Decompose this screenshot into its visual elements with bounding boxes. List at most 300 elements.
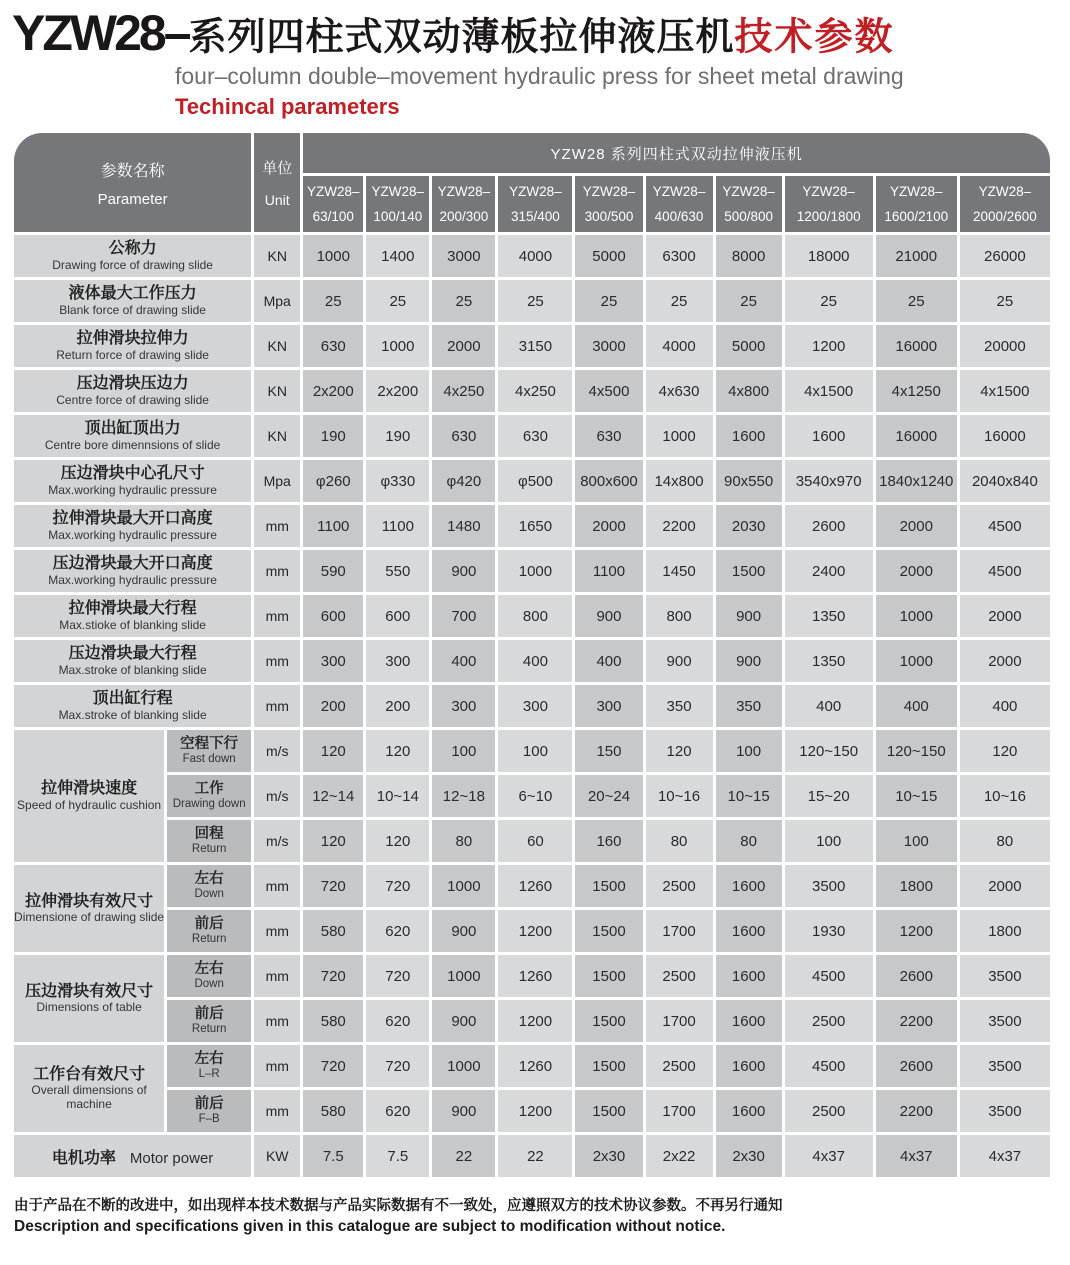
model-line2: 1200/1800 — [796, 209, 861, 225]
unit-cell: mm — [254, 1000, 300, 1042]
cell-value: 1100 — [366, 505, 429, 547]
parameter-header-zh: 参数名称 — [100, 162, 165, 180]
sub-label — [167, 775, 251, 817]
cell-value: 1930 — [785, 910, 873, 952]
model-header — [575, 176, 642, 232]
cell-value: 800 — [646, 595, 713, 637]
cell-value: 10~15 — [876, 775, 957, 817]
cell-value: 15~20 — [785, 775, 873, 817]
model-line2: 63/100 — [312, 209, 354, 225]
cell-value: 25 — [960, 280, 1050, 322]
cell-value: 1600 — [716, 1090, 782, 1132]
cell-value: 1000 — [876, 640, 957, 682]
unit-cell: mm — [254, 640, 300, 682]
cell-value: 2000 — [960, 595, 1050, 637]
group-en: Dimensions of table — [36, 1000, 142, 1015]
unit-cell: KN — [254, 325, 300, 367]
cell-value: 4x1250 — [876, 370, 957, 412]
cell-value: 720 — [303, 1045, 363, 1087]
cell-value: 120 — [303, 820, 363, 862]
model-line2: 1600/2100 — [884, 209, 949, 225]
cell-value: 1600 — [716, 415, 782, 457]
parameter-header-en: Parameter — [97, 190, 168, 208]
cell-value: 400 — [785, 685, 873, 727]
cell-value: 900 — [646, 640, 713, 682]
cell-value: 1480 — [432, 505, 495, 547]
cell-value: 1000 — [646, 415, 713, 457]
cell-value: 3500 — [960, 1000, 1050, 1042]
motor-zh: 电机功率 — [51, 1149, 116, 1167]
param-zh: 公称力 — [108, 240, 157, 258]
cell-value: 100 — [498, 730, 572, 772]
cell-value: 600 — [366, 595, 429, 637]
unit-cell: m/s — [254, 775, 300, 817]
cell-value: 90x550 — [716, 460, 782, 502]
cell-value: 4x800 — [716, 370, 782, 412]
model-line2: 315/400 — [511, 209, 560, 225]
table-row — [14, 280, 1050, 322]
cell-value: 1000 — [498, 550, 572, 592]
cell-value: 16000 — [876, 415, 957, 457]
cell-value: 1600 — [785, 415, 873, 457]
sub-label — [167, 865, 251, 907]
cell-value: 300 — [575, 685, 642, 727]
cell-value: 120 — [303, 730, 363, 772]
cell-value: 100 — [432, 730, 495, 772]
cell-value: 120 — [960, 730, 1050, 772]
sub-zh: 前后 — [194, 1096, 224, 1113]
cell-value: 700 — [432, 595, 495, 637]
cell-value: 1260 — [498, 955, 572, 997]
cell-value: 1800 — [876, 865, 957, 907]
cell-value: 4x250 — [498, 370, 572, 412]
cell-value: 2x200 — [303, 370, 363, 412]
cell-value: 3540x970 — [785, 460, 873, 502]
sub-en: Drawing down — [172, 797, 246, 810]
cell-value: 1000 — [876, 595, 957, 637]
table-row — [14, 370, 1050, 412]
cell-value: 1000 — [366, 325, 429, 367]
unit-cell: Mpa — [254, 460, 300, 502]
cell-value: 4x1500 — [785, 370, 873, 412]
cell-value: 620 — [366, 1000, 429, 1042]
unit-cell: mm — [254, 685, 300, 727]
unit-cell: m/s — [254, 820, 300, 862]
param-label — [14, 415, 251, 457]
cell-value: 900 — [716, 595, 782, 637]
cell-value: 900 — [432, 1000, 495, 1042]
sub-en: Return — [191, 842, 227, 855]
param-en: Centre bore dimennsions of slide — [44, 437, 221, 452]
cell-value: 720 — [303, 955, 363, 997]
cell-value: 4x630 — [646, 370, 713, 412]
series-header-cell: YZW28 系列四柱式双动拉伸液压机 — [303, 133, 1050, 173]
param-en: Max.stroke of blanking slide — [58, 707, 207, 722]
group-en: Overall dimensions of machine — [31, 1083, 147, 1111]
cell-value: 2x30 — [575, 1135, 642, 1177]
unit-cell: KN — [254, 415, 300, 457]
cell-value: 900 — [575, 595, 642, 637]
table-row — [14, 730, 1050, 772]
unit-cell: Mpa — [254, 280, 300, 322]
model-header — [876, 176, 957, 232]
param-zh: 压边滑块中心孔尺寸 — [60, 465, 205, 483]
cell-value: 18000 — [785, 235, 873, 277]
unit-cell: mm — [254, 865, 300, 907]
cell-value: 120~150 — [876, 730, 957, 772]
param-label — [14, 460, 251, 502]
cell-value: 300 — [303, 640, 363, 682]
cell-value: 200 — [366, 685, 429, 727]
model-header — [960, 176, 1050, 232]
cell-value: 2600 — [876, 955, 957, 997]
table-row — [14, 235, 1050, 277]
cell-value: 21000 — [876, 235, 957, 277]
unit-cell: mm — [254, 910, 300, 952]
cell-value: 25 — [366, 280, 429, 322]
cell-value: 10~16 — [960, 775, 1050, 817]
table-row — [14, 595, 1050, 637]
cell-value: 800 — [498, 595, 572, 637]
param-en: Max.working hydraulic pressure — [48, 572, 217, 587]
sub-label — [167, 955, 251, 997]
cell-value: 2040x840 — [960, 460, 1050, 502]
table-row — [14, 955, 1050, 997]
cell-value: 80 — [432, 820, 495, 862]
table-row — [14, 820, 1050, 862]
cell-value: 22 — [498, 1135, 572, 1177]
table-row — [14, 910, 1050, 952]
cell-value: 400 — [432, 640, 495, 682]
cell-value: 190 — [303, 415, 363, 457]
param-zh: 拉伸滑块拉伸力 — [76, 330, 189, 348]
cell-value: 300 — [366, 640, 429, 682]
cell-value: 580 — [303, 1000, 363, 1042]
cell-value: 4500 — [785, 1045, 873, 1087]
group-zh: 工作台有效尺寸 — [33, 1065, 146, 1083]
cell-value: 1840x1240 — [876, 460, 957, 502]
cell-value: 120 — [646, 730, 713, 772]
table-row — [14, 415, 1050, 457]
cell-value: 300 — [498, 685, 572, 727]
cell-value: 1500 — [575, 865, 642, 907]
cell-value: 1000 — [432, 865, 495, 907]
param-zh: 拉伸滑块最大行程 — [68, 600, 197, 618]
cell-value: 25 — [432, 280, 495, 322]
cell-value: 100 — [876, 820, 957, 862]
model-line1: YZW28– — [371, 183, 425, 199]
cell-value: 590 — [303, 550, 363, 592]
param-label — [14, 280, 251, 322]
group-zh: 拉伸滑块有效尺寸 — [25, 892, 154, 910]
cell-value: 1700 — [646, 1000, 713, 1042]
param-label — [14, 685, 251, 727]
cell-value: 5000 — [716, 325, 782, 367]
cell-value: 630 — [498, 415, 572, 457]
cell-value: 120 — [366, 730, 429, 772]
model-header — [432, 176, 495, 232]
param-label — [14, 505, 251, 547]
cell-value: 2600 — [876, 1045, 957, 1087]
cell-value: 2500 — [646, 1045, 713, 1087]
cell-value: 2x200 — [366, 370, 429, 412]
cell-value: 80 — [716, 820, 782, 862]
unit-cell: KN — [254, 370, 300, 412]
cell-value: 2030 — [716, 505, 782, 547]
cell-value: 2200 — [876, 1000, 957, 1042]
cell-value: 1200 — [498, 1000, 572, 1042]
cell-value: φ330 — [366, 460, 429, 502]
model-line2: 300/500 — [584, 209, 634, 225]
cell-value: 1200 — [876, 910, 957, 952]
unit-cell: KN — [254, 235, 300, 277]
model-line1: YZW28– — [509, 183, 562, 199]
sub-zh: 前后 — [194, 916, 224, 933]
param-en: Max.working hydraulic pressure — [48, 482, 217, 497]
cell-value: 22 — [432, 1135, 495, 1177]
cell-value: 7.5 — [303, 1135, 363, 1177]
cell-value: 1500 — [575, 1000, 642, 1042]
cell-value: 1700 — [646, 1090, 713, 1132]
cell-value: 550 — [366, 550, 429, 592]
cell-value: 630 — [303, 325, 363, 367]
cell-value: 6300 — [646, 235, 713, 277]
param-en: Drawing force of drawing slide — [52, 257, 213, 272]
cell-value: 4500 — [960, 550, 1050, 592]
cell-value: 3500 — [785, 865, 873, 907]
cell-value: 1100 — [303, 505, 363, 547]
cell-value: 2200 — [646, 505, 713, 547]
cell-value: 8000 — [716, 235, 782, 277]
cell-value: 16000 — [960, 415, 1050, 457]
sub-zh: 空程下行 — [180, 736, 239, 753]
cell-value: 20000 — [960, 325, 1050, 367]
title-red: 技术参数 — [734, 16, 895, 59]
cell-value: 2000 — [960, 865, 1050, 907]
sub-en: L–R — [198, 1067, 220, 1080]
group-label — [14, 865, 164, 952]
disclaimer-zh: 由于产品在不断的改进中，如出现样本技术数据与产品实际数据有不一致处，应遵照双方的技术协议参数。不再另行通知 — [14, 1198, 783, 1215]
cell-value: 400 — [876, 685, 957, 727]
model-header — [366, 176, 429, 232]
cell-value: 400 — [960, 685, 1050, 727]
cell-value: 1100 — [575, 550, 642, 592]
cell-value: 1650 — [498, 505, 572, 547]
cell-value: 1500 — [575, 910, 642, 952]
title-model: YZW28– — [12, 5, 189, 61]
model-line1: YZW28– — [437, 183, 491, 199]
cell-value: 12~14 — [303, 775, 363, 817]
cell-value: 25 — [716, 280, 782, 322]
param-label — [14, 595, 251, 637]
group-zh: 拉伸滑块速度 — [41, 780, 138, 798]
cell-value: 6~10 — [498, 775, 572, 817]
param-zh: 压边滑块最大行程 — [68, 645, 197, 663]
table-row — [14, 460, 1050, 502]
model-line2: 500/800 — [724, 209, 774, 225]
param-zh: 液体最大工作压力 — [68, 285, 197, 303]
cell-value: 2000 — [876, 550, 957, 592]
cell-value: 2500 — [646, 955, 713, 997]
model-header — [303, 176, 363, 232]
cell-value: 800x600 — [575, 460, 642, 502]
sub-en: Return — [191, 1022, 227, 1035]
cell-value: 25 — [876, 280, 957, 322]
param-en: Blank force of drawing slide — [59, 302, 206, 317]
sub-zh: 前后 — [194, 1006, 224, 1023]
param-en: Centre force of drawing slide — [56, 392, 209, 407]
model-line1: YZW28– — [722, 183, 775, 199]
model-line2: 2000/2600 — [972, 209, 1037, 225]
model-line1: YZW28– — [978, 183, 1032, 199]
cell-value: 4x1500 — [960, 370, 1050, 412]
unit-header-cell — [254, 133, 300, 232]
cell-value: 2500 — [785, 1090, 873, 1132]
sub-zh: 工作 — [194, 781, 224, 798]
cell-value: 1260 — [498, 865, 572, 907]
cell-value: 1500 — [716, 550, 782, 592]
cell-value: 2200 — [876, 1090, 957, 1132]
param-label — [14, 640, 251, 682]
cell-value: 200 — [303, 685, 363, 727]
cell-value: 300 — [432, 685, 495, 727]
sub-label — [167, 820, 251, 862]
sub-en: Down — [194, 887, 224, 900]
cell-value: 2400 — [785, 550, 873, 592]
cell-value: 4x37 — [876, 1135, 957, 1177]
cell-value: 1000 — [432, 1045, 495, 1087]
param-en: Max.stioke of blanking slide — [59, 617, 206, 632]
sub-label — [167, 730, 251, 772]
cell-value: 350 — [716, 685, 782, 727]
cell-value: φ500 — [498, 460, 572, 502]
cell-value: φ260 — [303, 460, 363, 502]
sub-label — [167, 1045, 251, 1087]
cell-value: 26000 — [960, 235, 1050, 277]
unit-cell: mm — [254, 595, 300, 637]
cell-value: 160 — [575, 820, 642, 862]
cell-value: 10~14 — [366, 775, 429, 817]
cell-value: 1200 — [498, 1090, 572, 1132]
page-subtitle — [175, 62, 1070, 120]
param-label — [14, 370, 251, 412]
cell-value: 10~16 — [646, 775, 713, 817]
cell-value: 720 — [303, 865, 363, 907]
table-row — [14, 1000, 1050, 1042]
cell-value: 25 — [575, 280, 642, 322]
cell-value: 1200 — [785, 325, 873, 367]
param-label — [14, 325, 251, 367]
cell-value: 4x37 — [785, 1135, 873, 1177]
group-label — [14, 1045, 164, 1132]
table-row — [14, 775, 1050, 817]
parameter-header-cell — [14, 133, 251, 232]
cell-value: 25 — [785, 280, 873, 322]
cell-value: 60 — [498, 820, 572, 862]
cell-value: 4000 — [646, 325, 713, 367]
param-zh: 拉伸滑块最大开口高度 — [52, 510, 213, 528]
model-line1: YZW28– — [889, 183, 943, 199]
page-title — [0, 0, 1070, 62]
param-zh: 压边滑块最大开口高度 — [52, 555, 213, 573]
cell-value: 900 — [432, 910, 495, 952]
cell-value: 400 — [575, 640, 642, 682]
cell-value: 4500 — [960, 505, 1050, 547]
model-line2: 100/140 — [373, 209, 423, 225]
sub-zh: 回程 — [194, 826, 224, 843]
cell-value: 10~15 — [716, 775, 782, 817]
cell-value: 1350 — [785, 640, 873, 682]
cell-value: 900 — [432, 1090, 495, 1132]
cell-value: 350 — [646, 685, 713, 727]
cell-value: 25 — [498, 280, 572, 322]
unit-cell: KW — [254, 1135, 300, 1177]
cell-value: 80 — [646, 820, 713, 862]
unit-cell: mm — [254, 505, 300, 547]
cell-value: 1350 — [785, 595, 873, 637]
cell-value: 400 — [498, 640, 572, 682]
cell-value: 2000 — [960, 640, 1050, 682]
model-line2: 200/300 — [439, 209, 489, 225]
cell-value: 3000 — [432, 235, 495, 277]
cell-value: 7.5 — [366, 1135, 429, 1177]
cell-value: 4x500 — [575, 370, 642, 412]
sub-en: Return — [191, 932, 227, 945]
cell-value: 190 — [366, 415, 429, 457]
group-en: Dimensione of drawing slide — [14, 910, 165, 925]
cell-value: 1800 — [960, 910, 1050, 952]
cell-value: 1450 — [646, 550, 713, 592]
cell-value: 4x250 — [432, 370, 495, 412]
model-header — [498, 176, 572, 232]
cell-value: 3150 — [498, 325, 572, 367]
param-zh: 顶出缸行程 — [92, 690, 173, 708]
cell-value: 620 — [366, 1090, 429, 1132]
param-zh: 顶出缸顶出力 — [84, 420, 181, 438]
cell-value: 900 — [432, 550, 495, 592]
sub-label — [167, 910, 251, 952]
sub-label — [167, 1000, 251, 1042]
disclaimer-en: Description and specifications given in this catalogue are subject to modification without notice. — [14, 1218, 726, 1236]
cell-value: 580 — [303, 910, 363, 952]
cell-value: 720 — [366, 1045, 429, 1087]
sub-zh: 左右 — [194, 871, 224, 888]
cell-value: 120~150 — [785, 730, 873, 772]
table-row — [14, 550, 1050, 592]
cell-value: 1500 — [575, 1045, 642, 1087]
param-zh: 压边滑块压边力 — [76, 375, 189, 393]
sub-label — [167, 1090, 251, 1132]
cell-value: 12~18 — [432, 775, 495, 817]
table-row-motor-power — [14, 1135, 1050, 1177]
cell-value: 25 — [303, 280, 363, 322]
unit-cell: mm — [254, 955, 300, 997]
table-row — [14, 1045, 1050, 1087]
group-label — [14, 730, 164, 862]
cell-value: 16000 — [876, 325, 957, 367]
unit-header-zh: 单位 — [262, 160, 293, 178]
sub-zh: 左右 — [194, 961, 224, 978]
cell-value: 1600 — [716, 865, 782, 907]
cell-value: 600 — [303, 595, 363, 637]
param-label — [14, 550, 251, 592]
cell-value: 1600 — [716, 910, 782, 952]
cell-value: 1600 — [716, 1000, 782, 1042]
param-en: Max.working hydraulic pressure — [48, 527, 217, 542]
cell-value: 900 — [716, 640, 782, 682]
cell-value: 630 — [432, 415, 495, 457]
cell-value: 1000 — [303, 235, 363, 277]
